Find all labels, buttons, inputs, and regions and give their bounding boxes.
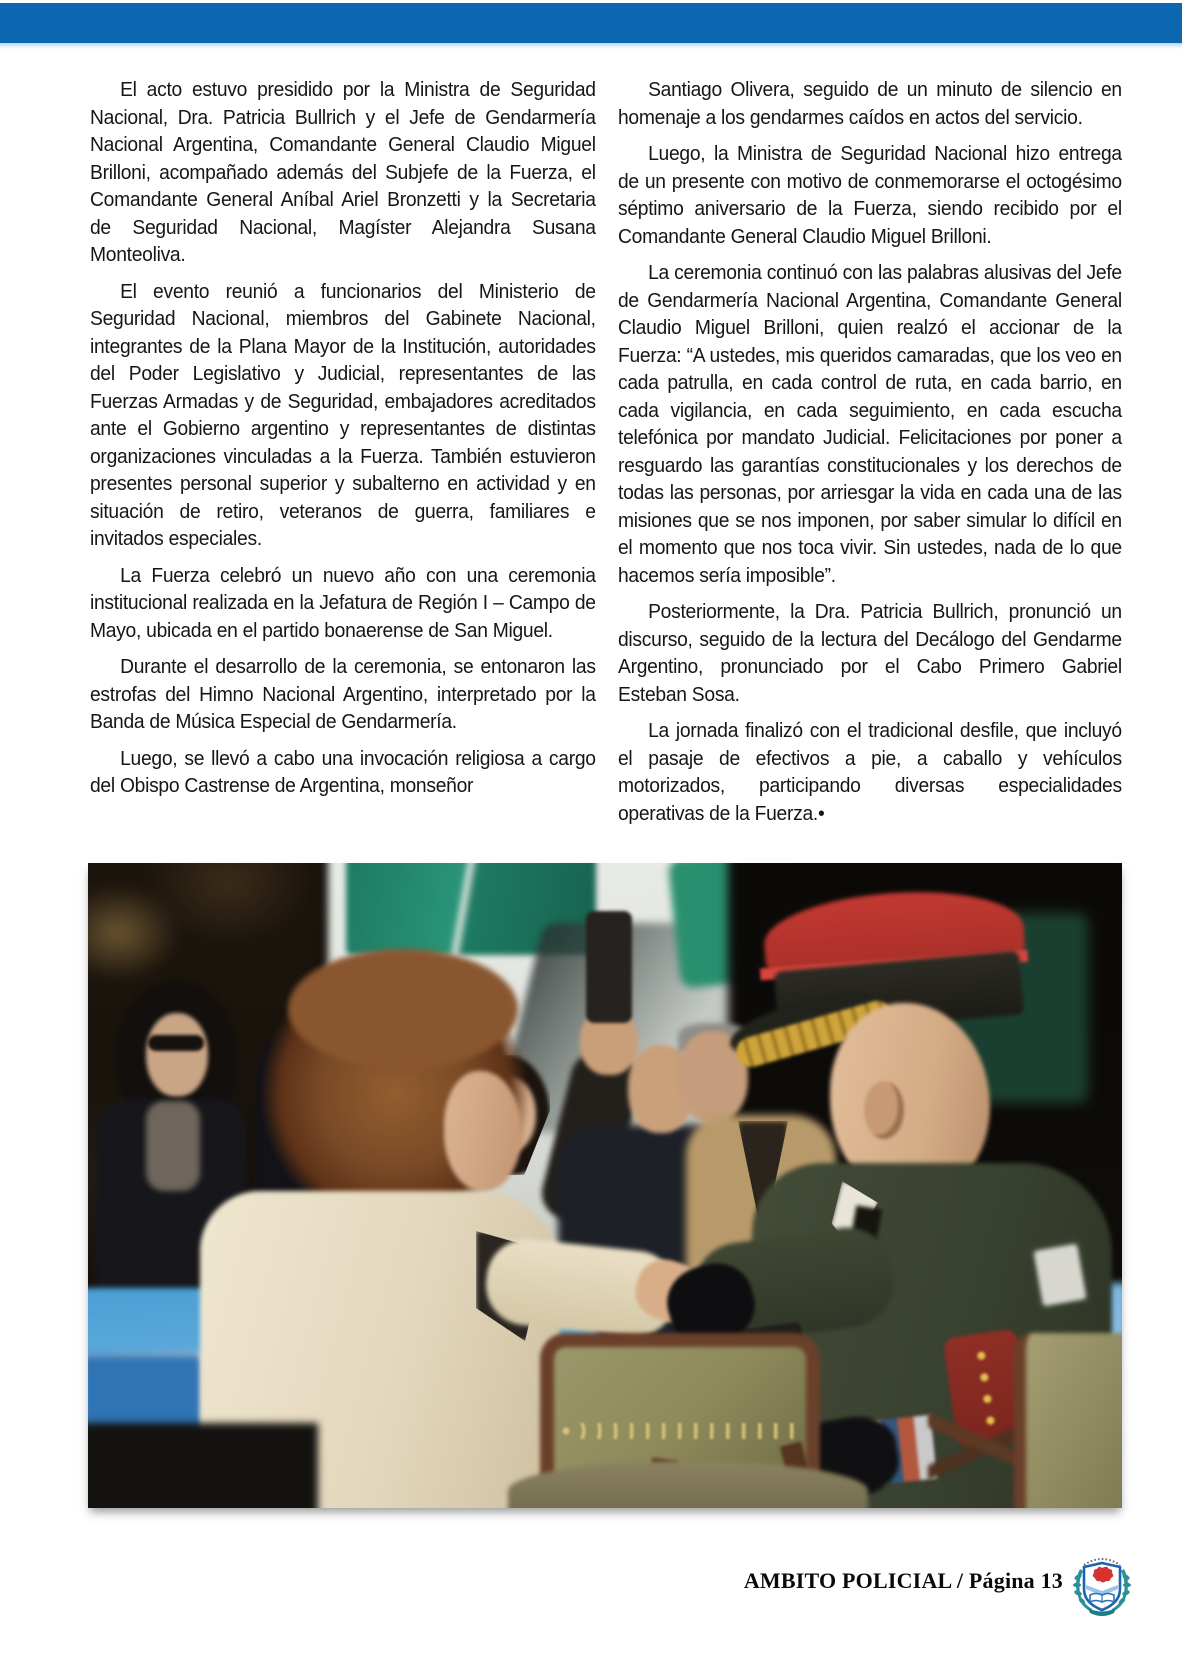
paragraph: La ceremonia continuó con las palabras alusivas del Jefe de Gendarmería Nacional Argentina, Comandante General Claudio Miguel Brilloni, quien realzó el accionar de la Fuerza: “A ustedes, mis queridos camaradas, que los veo en cada patrulla, en cada control de ruta, en cada barrio, en cada vigilancia, en cada seguimiento, en cada escucha telefónica por mandato Judicial. Felicitaciones por poner a resguardo las garantías constitucionales y los derechos de todas las personas, por arriesgar la vida en cada una de las misiones que se nos imponen, por saber simular lo difícil en el momento que nos toca vivir. Sin ustedes, nada de lo que hacemos sería imposible”. xyxy=(618,261,1122,587)
photo-foreground-shadow xyxy=(88,1423,318,1508)
logo-open-book xyxy=(1090,1594,1114,1603)
photo-bystander-sunglasses xyxy=(148,1035,204,1051)
photo-smartphone xyxy=(586,911,632,1023)
paragraph: El acto estuvo presidido por la Ministra de Seguridad Nacional, Dra. Patricia Bullrich y el Jefe de Gendarmería Nacional Argentina, Comandante General Claudio Miguel Brilloni, acompañado además del Subjefe de la Fuerza, el Comandante General Aníbal Ariel Bronzetti y la Secretaria de Seguridad Nacional, Magíster Alejandra Susana Monteoliva. xyxy=(90,78,596,266)
photo-chair-brass-studs xyxy=(558,1423,798,1439)
article-column-right xyxy=(618,76,1122,836)
paragraph: Luego, la Ministra de Seguridad Nacional hizo entrega de un presente con motivo de conmemorarse el octogésimo séptimo aniversario de la Fuerza, siendo recibido por el Comandante General Claudio Miguel Brilloni. xyxy=(618,142,1122,248)
photo-officer-ear xyxy=(864,1081,904,1139)
footer-page-credit: AMBITO POLICIAL / Página 13 xyxy=(743,1568,1063,1593)
photo-leather-chair-right xyxy=(1014,1333,1122,1508)
paragraph: Durante el desarrollo de la ceremonia, se entonaron las estrofas del Himno Nacional Argentino, interpretado por la Banda de Música Especial de Gendarmería. xyxy=(90,655,596,733)
publisher-crest-logo xyxy=(1070,1551,1134,1617)
paragraph: Posteriormente, la Dra. Patricia Bullrich, pronunció un discurso, seguido de la lectura del Decálogo del Gendarme Argentino, pronunciado por el Cabo Primero Gabriel Esteban Sosa. xyxy=(618,600,1122,706)
paragraph: La Fuerza celebró un nuevo año con una ceremonia institucional realizada en la Jefatura de Región I – Campo de Mayo, ubicada en el partido bonaerense de San Miguel. xyxy=(90,563,596,642)
photo-bystander-scarf xyxy=(146,1101,200,1191)
photo-minister-face xyxy=(444,1071,522,1191)
ceremony-photo xyxy=(88,863,1122,1508)
header-bar xyxy=(0,3,1182,43)
paragraph: La jornada finalizó con el tradicional desfile, que incluyó el pasaje de efectivos a pie, a caballo y vehículos motorizados, participando diversas especialidades operativas de la Fuerza.• xyxy=(618,719,1122,825)
photo-bystander-face xyxy=(146,1013,208,1097)
paragraph: Santiago Olivera, seguido de un minuto de silencio en homenaje a los gendarmes caídos en actos del servicio. xyxy=(618,78,1122,129)
article-column-left xyxy=(90,76,596,809)
photo-officer-sleeve-patch xyxy=(1029,1239,1091,1311)
photo-minister-fringe xyxy=(288,949,518,1069)
paragraph: El evento reunió a funcionarios del Ministerio de Seguridad Nacional, miembros del Gabinete Nacional, integrantes de la Plana Mayor de la Institución, autoridades del Poder Legislativo y Judicial, representantes de las Fuerzas Armadas y de Seguridad, embajadores acreditados ante el Gobierno argentino y representantes de distintas organizaciones vinculadas a la Fuerza. También estuvieron presentes personal superior y subalterno en actividad y en situación de retiro, veteranos de guerra, familiares e invitados especiales. xyxy=(90,279,596,550)
paragraph: Luego, se llevó a cabo una invocación religiosa a cargo del Obispo Castrense de Argentina, monseñor xyxy=(90,746,596,797)
